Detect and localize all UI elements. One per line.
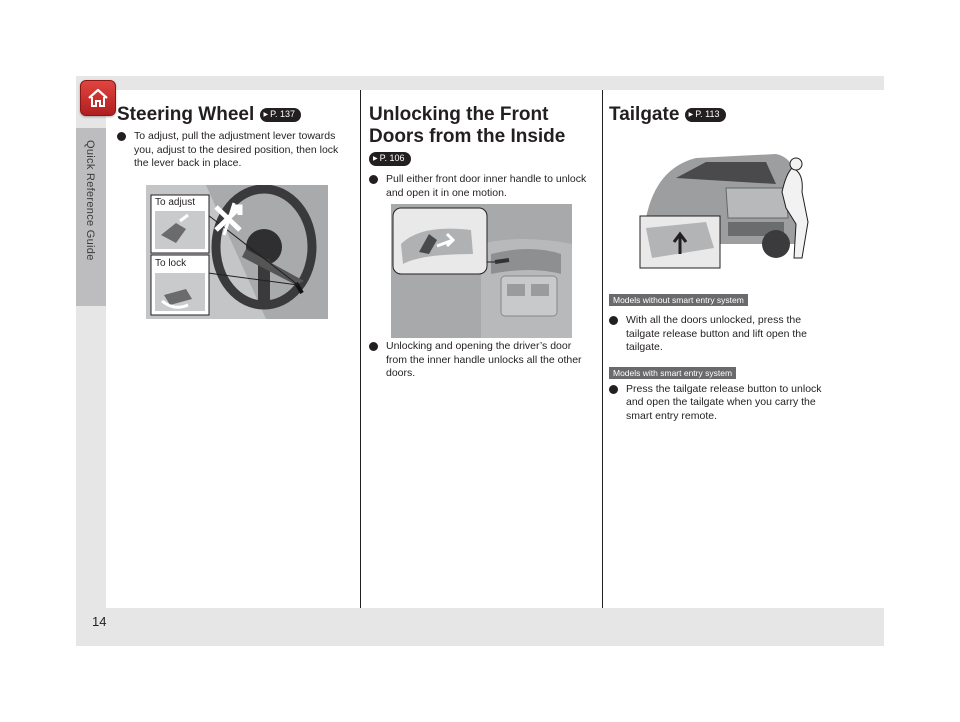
home-button[interactable] [80, 80, 116, 116]
column-divider-1 [360, 90, 361, 608]
column-divider-2 [602, 90, 603, 608]
door-handle-illustration [391, 204, 572, 338]
to-adjust-label: To adjust [155, 197, 196, 208]
unlocking-text-2: Unlocking and opening the driver’s door from the inner handle unlocks all the other doors. [386, 340, 582, 379]
section-title [117, 104, 355, 126]
tailgate-title: Tailgate [609, 104, 680, 125]
tailgate-text-1: With all the doors unlocked, press the tailgate release button and lift open the tailgate. [626, 314, 807, 353]
bullet-icon [117, 132, 126, 141]
unlocking-bullet-2 [369, 340, 594, 381]
section-title [609, 104, 834, 126]
tailgate-illustration [636, 148, 812, 270]
steering-page-ref[interactable]: ▶ P. 137 [260, 108, 302, 122]
to-lock-label: To lock [155, 258, 187, 269]
door-handle-image [391, 204, 572, 338]
unlocking-bullet-1 [369, 173, 594, 200]
steering-wheel-illustration [146, 185, 328, 319]
tailgate-page-ref[interactable]: ▶ P. 113 [685, 108, 726, 122]
unlocking-page-ref[interactable]: ▶ P. 106 [369, 152, 411, 166]
tailgate-image [636, 148, 812, 270]
bullet-icon [609, 385, 618, 394]
tailgate-text-2: Press the tailgate release button to unlock and open the tailgate when you carry the smart entry remote. [626, 382, 822, 422]
steering-bullet [117, 130, 355, 171]
with-smart-entry-badge: Models with smart entry system [609, 367, 736, 379]
unlocking-title: Unlocking the Front Doors from the Inside [369, 104, 566, 147]
tailgate-details [609, 290, 834, 423]
tailgate-bullet-1 [609, 314, 834, 355]
bullet-icon [369, 342, 378, 351]
without-smart-entry-badge: Models without smart entry system [609, 294, 748, 306]
page-number: 14 [92, 614, 107, 629]
steering-title: Steering Wheel [117, 104, 255, 125]
tailgate-section [609, 104, 834, 126]
unlocking-text-1: Pull either front door inner handle to unlock and open it in one motion. [386, 173, 587, 199]
home-icon [86, 86, 110, 110]
steering-instructions: To adjust, pull the adjustment lever towards you, adjust to the desired position, then lock the lever back in place. [134, 130, 339, 169]
bullet-icon [369, 175, 378, 184]
bullet-icon [609, 316, 618, 325]
unlocking-section [369, 104, 594, 200]
steering-wheel-section [117, 104, 355, 171]
unlocking-section-2 [369, 340, 594, 381]
sidebar-section-label[interactable]: Quick Reference Guide [84, 140, 96, 261]
tailgate-bullet-2 [609, 383, 834, 424]
